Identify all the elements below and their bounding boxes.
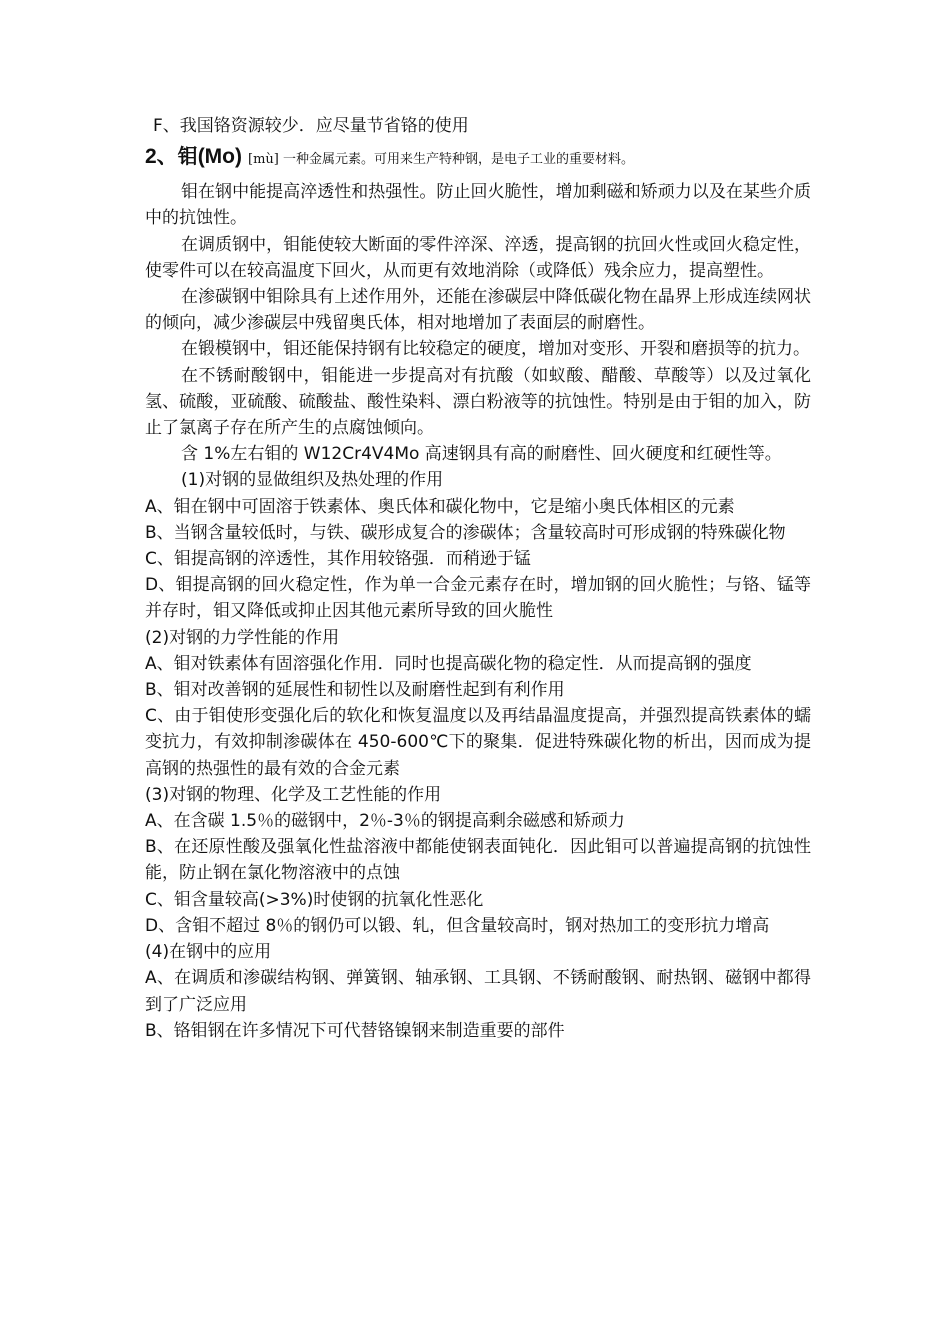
list-item-3a: A、在含碳 1.5％的磁钢中，2％-3％的钢提高剩余磁感和矫顽力 (145, 811, 625, 832)
list-item-2c: C、由于钼使形变强化后的软化和恢复温度以及再结晶温度提高，并强烈提高铁素体的蠕变抗力，有效抑制渗碳体在 450-600℃下的聚集．促进特殊碳化物的析出，因而成为提高钢的热强性的最有效的合金元素 (145, 706, 811, 779)
section-heading-molybdenum (145, 141, 811, 175)
item-f-chromium-note: F、我国铬资源较少．应尽量节省铬的使用 (153, 116, 469, 136)
document-body (145, 113, 811, 1044)
paragraph-carburized-steel: 在渗碳钢中钼除具有上述作用外，还能在渗碳层中降低碳化物在晶界上形成连续网状的倾向，减少渗碳层中残留奥氏体，相对地增加了表面层的耐磨性。 (145, 287, 811, 334)
list-item-3c: C、钼含量较高(>3%)时使钢的抗氧化性恶化 (145, 889, 484, 910)
list-item-3b: B、在还原性酸及强氧化性盐溶液中都能使钢表面钝化．因此钼可以普遍提高钢的抗蚀性能，防止钢在氯化物溶液中的点蚀 (145, 837, 811, 884)
paragraph-die-steel: 在锻模钢中，钼还能保持钢有比较稳定的硬度，增加对变形、开裂和磨损等的抗力。 (181, 339, 810, 360)
paragraph-high-speed-steel: 含 1%左右钼的 W12Cr4V4Mo 高速钢具有高的耐磨性、回火硬度和红硬性等。 (181, 444, 782, 465)
list-item-1a: A、钼在钢中可固溶于铁素体、奥氏体和碳化物中，它是缩小奥氏体相区的元素 (145, 496, 735, 517)
list-item-3d: D、含钼不超过 8％的钢仍可以锻、轧，但含量较高时，钢对热加工的变形抗力增高 (145, 915, 770, 936)
subsection-title-2: (2)对钢的力学性能的作用 (145, 627, 340, 648)
subsection-title-1: (1)对钢的显做组织及热处理的作用 (181, 470, 444, 491)
paragraph-intro: 钼在钢中能提高淬透性和热强性。防止回火脆性，增加剩磁和矫顽力以及在某些介质中的抗蚀性。 (145, 182, 811, 229)
list-item-4b: B、铬钼钢在许多情况下可代替铬镍钢来制造重要的部件 (145, 1020, 565, 1041)
list-item-1d: D、钼提高钢的回火稳定性，作为单一合金元素存在时，增加钢的回火脆性；与铬、锰等并存时，钼又降低或抑止因其他元素所导致的回火脆性 (145, 575, 811, 622)
list-item-4a: A、在调质和渗碳结构钢、弹簧钢、轴承钢、工具钢、不锈耐酸钢、耐热钢、磁钢中都得到了广泛应用 (145, 968, 811, 1015)
heading-title: 钼 (177, 144, 198, 169)
list-item-1c: C、钼提高钢的淬透性，其作用较铬强．而稍逊于锰 (145, 549, 531, 570)
list-item-2a: A、钼对铁素体有固溶强化作用．同时也提高碳化物的稳定性．从而提高钢的强度 (145, 653, 752, 674)
heading-number: 2、 (145, 145, 178, 169)
heading-symbol: (Mo) (197, 145, 242, 169)
subsection-title-3: (3)对钢的物理、化学及工艺性能的作用 (145, 784, 442, 805)
paragraph-stainless-steel: 在不锈耐酸钢中，钼能进一步提高对有抗酸（如蚁酸、醋酸、草酸等）以及过氧化氢、硫酸，亚硫酸、硫酸盐、酸性染料、漂白粉液等的抗蚀性。特别是由于钼的加入，防止了氯离子存在所产生的点腐蚀倾向。 (145, 365, 811, 439)
paragraph-quenched-steel: 在调质钢中，钼能使较大断面的零件淬深、淬透，提高钢的抗回火性或回火稳定性，使零件可以在较高温度下回火，从而更有效地消除（或降低）残余应力，提高塑性。 (145, 234, 811, 281)
list-item-2b: B、钼对改善钢的延展性和韧性以及耐磨性起到有利作用 (145, 680, 565, 701)
list-item-1b: B、当钢含量较低时，与铁、碳形成复合的渗碳体；含量较高时可形成钢的特殊碳化物 (145, 522, 786, 543)
subsection-title-4: (4)在钢中的应用 (145, 942, 272, 963)
heading-note: [mù] 一种金属元素。可用来生产特种钢，是电子工业的重要材料。 (248, 152, 634, 168)
